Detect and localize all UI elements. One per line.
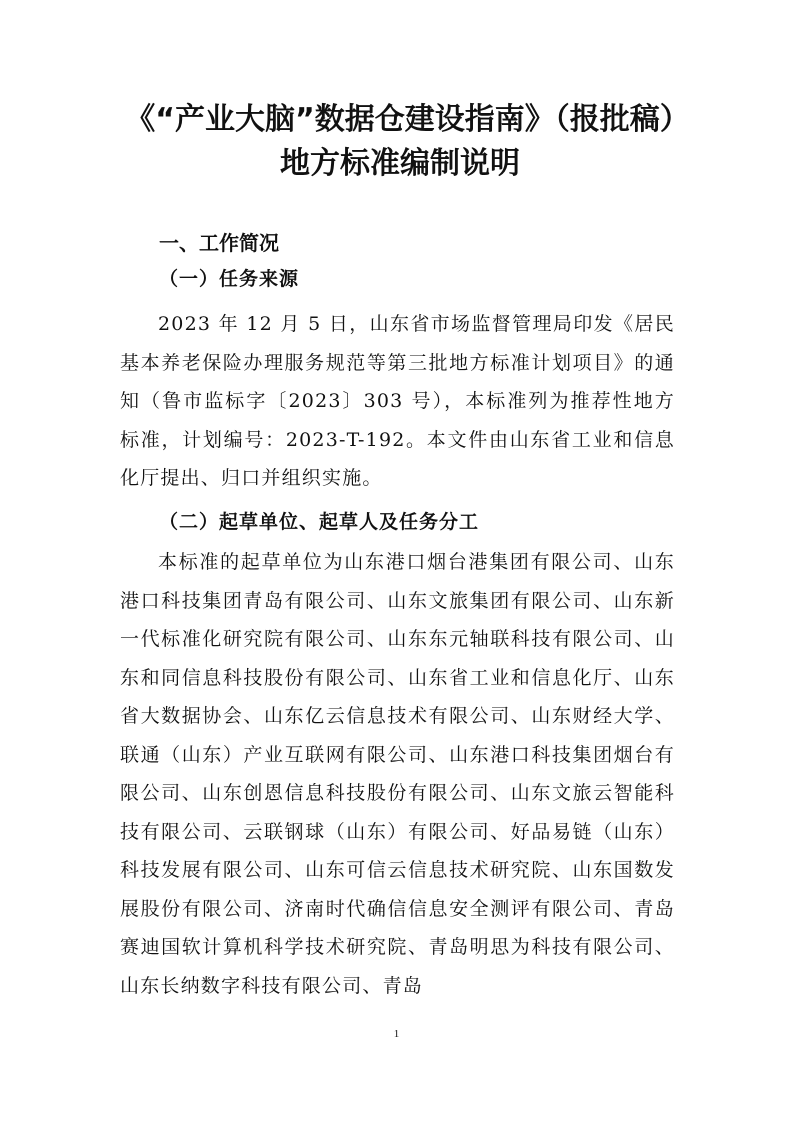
section-heading-work-overview: 一、工作简况 <box>159 231 279 255</box>
drafting-units-paragraph: 本标准的起草单位为山东港口烟台港集团有限公司、山东港口科技集团青岛有限公司、山东文旅集团有限公司、山东新一代标准化研究院有限公司、山东东元轴联科技有限公司、山东和同信息科技股份有限公司、山东省工业和信息化厅、山东省大数据协会、山东亿云信息技术有限公司、山东财经大学、联通（山东）产业互联网有限公司、山东港口科技集团烟台有限公司、山东创恩信息科技股份有限公司、山东文旅云智能科技有限公司、云联钢球（山东）有限公司、好品易链（山东）科技发展有限公司、山东可信云信息技术研究院、山东国数发展股份有限公司、济南时代确信信息安全测评有限公司、青岛赛迪国软计算机科学技术研究院、青岛明思为科技有限公司、山东长纳数字科技有限公司、青岛 <box>120 551 675 997</box>
task-source-paragraph: 2023 年 12 月 5 日，山东省市场监督管理局印发《居民基本养老保险办理服务规范等第三批地方标准计划项目》的通知（鲁市监标字〔2023〕303 号），本标准列为推荐性地方标准，计划编号：2023-T-192。本文件由山东省工业和信息化厅提出、归口并组织实施。 <box>120 313 675 489</box>
subsection-heading-drafting-units: （二）起草单位、起草人及任务分工 <box>159 511 480 533</box>
page-number: 1 <box>393 1028 400 1040</box>
document-title: 《“产业大脑”数据仓建设指南》（报批稿）地方标准编制说明 <box>125 102 675 181</box>
subsection-heading-task-source: （一）任务来源 <box>159 268 300 290</box>
